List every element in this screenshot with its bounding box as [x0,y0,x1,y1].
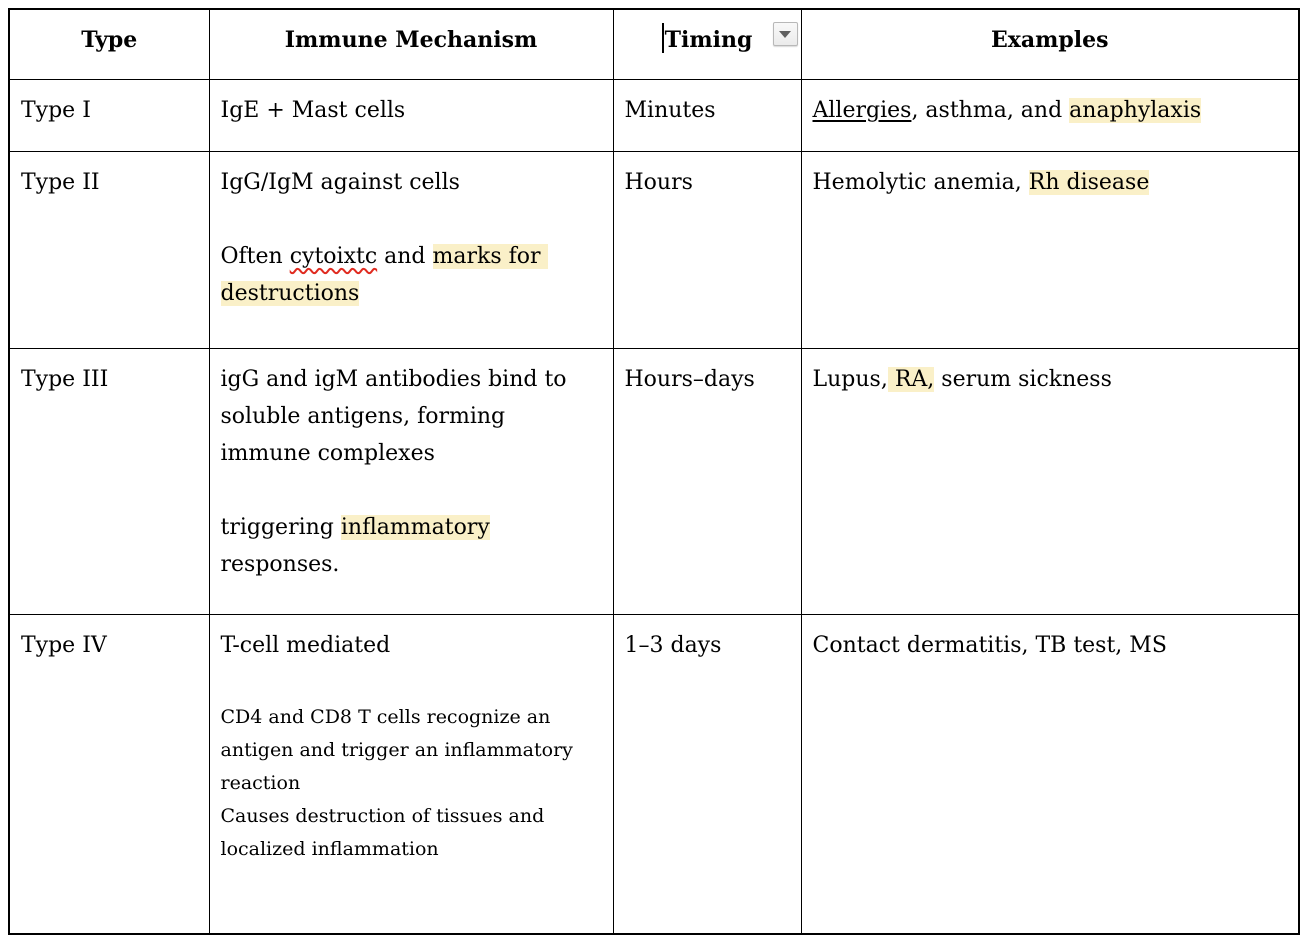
text-run: IgG/IgM against cells [220,169,460,195]
text-run: Hours–days [624,366,755,392]
paragraph [221,238,602,312]
table-row [9,614,1299,934]
column-dropdown-button[interactable] [773,22,798,46]
header-type-label: Type [81,27,138,53]
text-run: Type III [21,366,109,392]
empty-paragraph [221,664,602,701]
cell-examples[interactable] [801,79,1299,151]
paragraph [221,164,602,201]
cell-type[interactable] [9,348,209,614]
paragraph [21,361,198,398]
text-run: and [377,243,433,269]
highlighted-text: anaphylaxis [1069,97,1202,123]
table-row [9,348,1299,614]
text-run: Type IV [21,632,107,658]
text-run: Contact dermatitis, TB test, MS [812,632,1167,658]
cell-timing[interactable] [613,348,801,614]
cell-type[interactable] [9,79,209,151]
text-run: serum sickness [934,366,1112,392]
cell-mechanism[interactable] [209,348,613,614]
paragraph [625,361,790,398]
paragraph [21,627,198,664]
text-run: Lupus, [812,366,888,392]
cell-type[interactable] [9,151,209,348]
cell-examples[interactable] [801,151,1299,348]
text-run: 1–3 days [624,632,722,658]
text-run: triggering [220,514,341,540]
paragraph [221,800,602,866]
paragraph [221,361,602,472]
paragraph [221,92,602,129]
paragraph [221,509,602,583]
text-run: T-cell mediated [220,632,391,658]
text-run: Hours [624,169,693,195]
header-row [9,9,1299,79]
paragraph [625,627,790,664]
header-cell-type[interactable] [9,9,209,79]
text-run: Hemolytic anemia, [812,169,1029,195]
paragraph [221,701,602,800]
table-row [9,79,1299,151]
highlighted-text: inflammatory [340,514,490,540]
misspelled-word: cytoixtc [289,243,378,269]
header-immune-mechanism-label: Immune Mechanism [284,27,538,53]
table-header [9,9,1299,79]
paragraph [813,92,1288,129]
text-cursor [662,23,664,53]
cell-timing[interactable] [613,79,801,151]
underlined-text: Allergies [812,97,912,123]
paragraph [21,92,198,129]
highlighted-text: marks for destructions [220,243,548,306]
header-cell-timing[interactable] [613,9,801,79]
empty-paragraph [221,472,602,509]
paragraph [21,164,198,201]
text-run: responses. [220,514,497,577]
cell-mechanism[interactable] [209,79,613,151]
text-run: Type I [21,97,91,123]
text-run: IgE + Mast cells [220,97,406,123]
cell-examples[interactable] [801,348,1299,614]
hypersensitivity-table [8,8,1300,935]
table-body [9,79,1299,934]
text-run: Type II [21,169,100,195]
header-timing-label: Timing [664,27,753,53]
table-row [9,151,1299,348]
text-run: Causes destruction of tissues and localized inflammation [220,804,551,860]
header-cell-immune-mechanism[interactable] [209,9,613,79]
paragraph [625,164,790,201]
header-examples-label: Examples [990,27,1109,53]
text-run: igG and igM antibodies bind to soluble antigens, forming immune complexes [220,366,574,466]
cell-timing[interactable] [613,614,801,934]
paragraph [813,164,1288,201]
cell-examples[interactable] [801,614,1299,934]
cell-type[interactable] [9,614,209,934]
highlighted-text: Rh disease [1028,169,1150,195]
header-cell-examples[interactable] [801,9,1299,79]
text-run: , asthma, and [911,97,1070,123]
text-run: Minutes [624,97,716,123]
chevron-down-icon [779,31,791,38]
paragraph [813,627,1288,664]
text-run: CD4 and CD8 T cells recognize an antigen and trigger an inflammatory reaction [220,705,579,794]
highlighted-text: RA, [887,366,935,392]
paragraph [813,361,1288,398]
text-run: Often [220,243,290,269]
paragraph [221,627,602,664]
cell-mechanism[interactable] [209,614,613,934]
cell-timing[interactable] [613,151,801,348]
paragraph [625,92,790,129]
cell-mechanism[interactable] [209,151,613,348]
empty-paragraph [221,201,602,238]
